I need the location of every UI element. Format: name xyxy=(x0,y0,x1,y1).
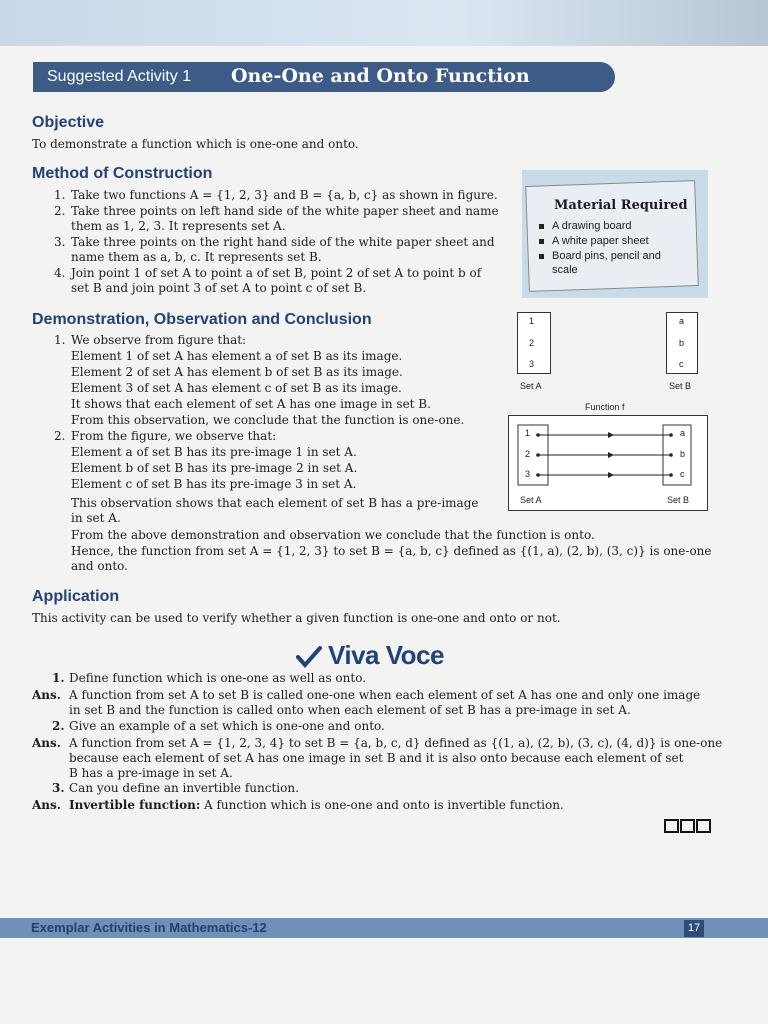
step-line: set B and join point 3 of set A to point c of set B. xyxy=(71,281,367,295)
step-number: 4. xyxy=(54,266,66,280)
demo-line: in set A. xyxy=(71,511,121,525)
set-b-element: b xyxy=(679,338,685,348)
checkmark-icon xyxy=(296,646,322,668)
demo-line: Element 2 of set A has element b of set B as its image. xyxy=(71,365,403,379)
application-text: This activity can be used to verify whether a given function is one-one and onto or not. xyxy=(32,611,561,625)
top-decorative-band xyxy=(0,0,768,46)
diagram-set-b-label: Set B xyxy=(667,495,690,505)
function-label: Function f xyxy=(585,402,625,412)
application-heading: Application xyxy=(32,588,120,605)
set-b-element: c xyxy=(679,359,684,369)
diagram-a-element: 2 xyxy=(525,449,531,459)
demo-line: From this observation, we conclude that the function is one-one. xyxy=(71,413,465,427)
diagram-a-element: 1 xyxy=(525,428,531,438)
question-text: Define function which is one-one as well as onto. xyxy=(69,671,367,685)
set-a-element: 2 xyxy=(529,338,535,348)
objective-heading: Objective xyxy=(32,114,105,131)
objective-text: To demonstrate a function which is one-one and onto. xyxy=(32,137,359,151)
demo-line: It shows that each element of set A has one image in set B. xyxy=(71,397,431,411)
set-a-label: Set A xyxy=(520,381,542,391)
set-a-element: 1 xyxy=(529,316,535,326)
demo-line: Hence, the function from set A = {1, 2, 3} to set B = {a, b, c} defined as {(1, a), (2, b), (3, c)} is one-one xyxy=(71,544,712,558)
step-line: Take three points on left hand side of the white paper sheet and name xyxy=(71,204,499,218)
demonstration-heading: Demonstration, Observation and Conclusion xyxy=(32,311,372,328)
material-item: Board pins, pencil and xyxy=(552,250,661,262)
diagram-b-element: a xyxy=(680,428,686,438)
answer-line: in set B and the function is called onto when each element of set B has a pre-image in set A. xyxy=(69,703,631,717)
item-number: 2. xyxy=(54,429,66,443)
viva-voce-heading: Viva Voce xyxy=(328,640,444,670)
bullet-icon xyxy=(539,239,544,244)
step-number: 2. xyxy=(54,204,66,218)
step-line: Join point 1 of set A to point a of set B, point 2 of set A to point b of xyxy=(71,266,482,280)
activity-title-bar xyxy=(33,62,615,92)
demo-line: Element a of set B has its pre-image 1 in set A. xyxy=(71,445,357,459)
demo-line: Element 1 of set A has element a of set B as its image. xyxy=(71,349,403,363)
demo-line: This observation shows that each element of set B has a pre-image xyxy=(71,496,479,510)
material-heading: Material Required xyxy=(554,198,688,213)
step-line: Take two functions A = {1, 2, 3} and B = {a, b, c} as shown in figure. xyxy=(71,188,498,202)
diagram-b-element: b xyxy=(680,449,686,459)
page-number: 17 xyxy=(684,920,704,937)
question-text: Can you define an invertible function. xyxy=(69,781,299,795)
answer-line: A function which is one-one and onto is invertible function. xyxy=(204,798,564,812)
demo-line: Element b of set B has its pre-image 2 in set A. xyxy=(71,461,358,475)
question-text: Give an example of a set which is one-one and onto. xyxy=(69,719,385,733)
demo-line: From the figure, we observe that: xyxy=(71,429,277,443)
demo-line: Element c of set B has its pre-image 3 in set A. xyxy=(71,477,357,491)
bullet-icon xyxy=(539,224,544,229)
set-b-element: a xyxy=(679,316,685,326)
set-b-label: Set B xyxy=(669,381,692,391)
material-item: A drawing board xyxy=(552,220,632,232)
demo-line: From the above demonstration and observation we conclude that the function is onto. xyxy=(71,528,595,542)
question-number: 1. xyxy=(52,671,65,685)
question-number: 2. xyxy=(52,719,65,733)
demo-line: Element 3 of set A has element c of set B as its image. xyxy=(71,381,402,395)
step-line: name them as a, b, c. It represents set B. xyxy=(71,250,322,264)
diagram-b-element: c xyxy=(680,469,685,479)
material-item: A white paper sheet xyxy=(552,235,649,247)
step-line: Take three points on the right hand side of the white paper sheet and xyxy=(71,235,495,249)
answer-line: A function from set A to set B is called one-one when each element of set A has one and only one image xyxy=(69,688,701,702)
set-a-element: 3 xyxy=(529,359,535,369)
demo-line: We observe from figure that: xyxy=(71,333,247,347)
demo-line: and onto. xyxy=(71,559,128,573)
answer-line: because each element of set A has one image in set B and it is also onto because each element of set xyxy=(69,751,684,765)
method-heading: Method of Construction xyxy=(32,165,213,182)
page-title: One-One and Onto Function xyxy=(231,65,530,87)
answer-label: Ans. xyxy=(32,736,61,750)
answer-label: Ans. xyxy=(32,798,61,812)
footer-book-title: Exemplar Activities in Mathematics-12 xyxy=(31,920,267,935)
question-number: 3. xyxy=(52,781,65,795)
item-number: 1. xyxy=(54,333,66,347)
step-number: 1. xyxy=(54,188,66,202)
answer-line: B has a pre-image in set A. xyxy=(69,766,233,780)
answer-line: A function from set A = {1, 2, 3, 4} to set B = {a, b, c, d} defined as {(1, a), (2, b), (3, c), (4, d)} is one-one xyxy=(69,736,723,750)
diagram-a-element: 3 xyxy=(525,469,531,479)
step-line: them as 1, 2, 3. It represents set A. xyxy=(71,219,286,233)
step-number: 3. xyxy=(54,235,66,249)
bullet-icon xyxy=(539,254,544,259)
activity-label: Suggested Activity 1 xyxy=(47,68,192,85)
end-of-section-mark xyxy=(664,818,712,837)
answer-label: Ans. xyxy=(32,688,61,702)
diagram-set-a-label: Set A xyxy=(520,495,542,505)
material-item: scale xyxy=(552,264,578,276)
answer-term: Invertible function: xyxy=(69,798,201,812)
